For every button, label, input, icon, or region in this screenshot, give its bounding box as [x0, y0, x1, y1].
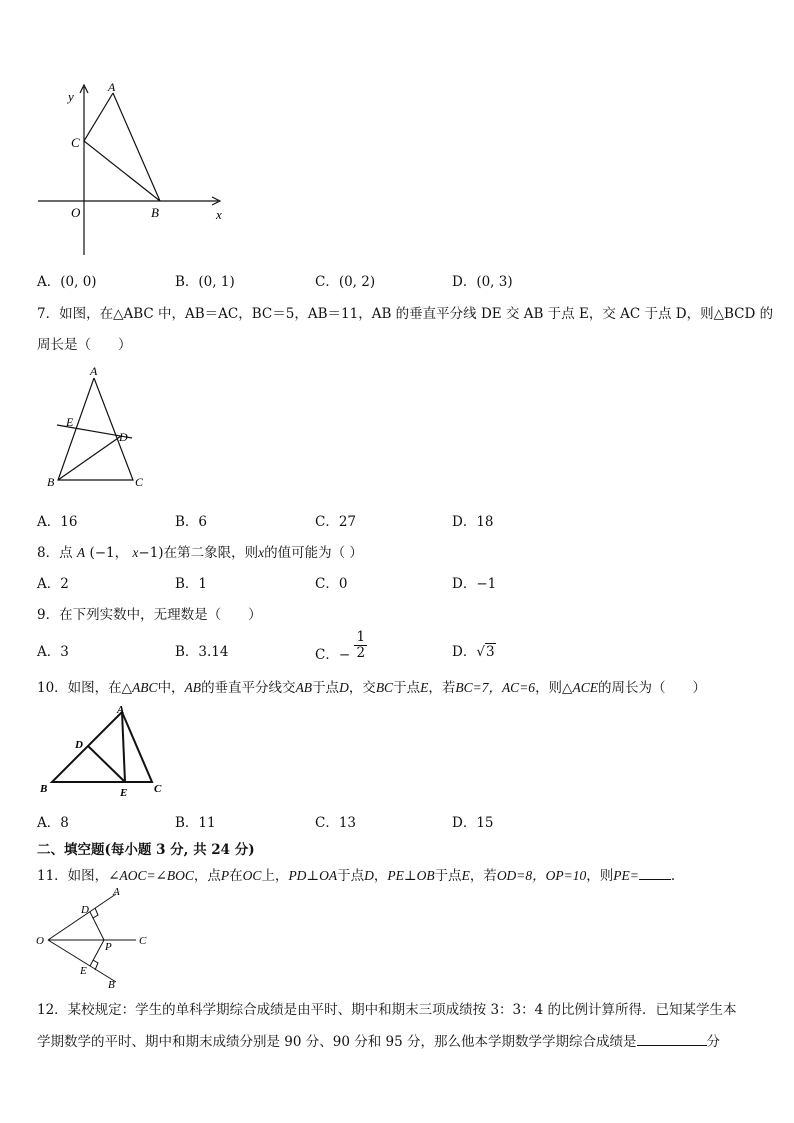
q11-p3: 在 [229, 868, 243, 884]
q9-option-d[interactable] [452, 640, 496, 660]
q9-option-b[interactable]: B．3.14 [175, 644, 229, 660]
q11-end: . [670, 868, 676, 884]
q11-cond1: ∠AOC=∠BOC [108, 868, 194, 883]
q9-option-a[interactable]: A．3 [37, 644, 69, 660]
q8-coord-end: −1)在第二象限，则 [138, 545, 259, 561]
q12-text-line1: 12．某校规定：学生的单科学期综合成绩是由平时、期中和期末三项成绩按 3：3：4 的比例计算所得．已知某学生本 [37, 1002, 737, 1018]
q11-p4: 上， [261, 868, 289, 884]
q11-cond2: OD=8，OP=10 [496, 868, 587, 883]
q8-option-b[interactable]: B．1 [175, 576, 208, 592]
q10-cond: BC=7，AC=6 [455, 680, 536, 695]
q11-text [37, 864, 675, 884]
q11-oc: OC [242, 868, 262, 883]
label-p: P [105, 941, 112, 953]
q11-e: E [461, 868, 470, 883]
label-y: y [68, 89, 74, 104]
q9-option-c-label: C． [315, 647, 339, 663]
figure-q10-triangle [36, 702, 176, 798]
segment-bd [58, 436, 121, 480]
q11-p1: 11．如图， [37, 868, 109, 884]
q12-line2: 学期数学的平时、期中和期末成绩分别是 90 分、90 分和 95 分，那么他本学期数学学期综合成绩是 [37, 1034, 637, 1050]
q10-p8: ，则△ [535, 680, 573, 696]
q12-text-line2 [37, 1030, 720, 1050]
q10-p3: 的垂直平分线交 [201, 680, 296, 696]
q8-var: x [258, 545, 265, 560]
q8-option-a[interactable]: A．2 [37, 576, 69, 592]
label-c: C [135, 475, 144, 489]
q9-option-c[interactable] [315, 630, 367, 661]
label-o: O [71, 205, 81, 220]
triangle-abc [52, 712, 152, 782]
segment-de [88, 746, 125, 782]
q10-p7: ，若 [428, 680, 456, 696]
q10-option-d[interactable]: D．15 [452, 815, 494, 831]
label-b: B [151, 205, 159, 220]
q10-p2: 中， [157, 680, 185, 696]
q8-option-d[interactable]: D．−1 [452, 576, 497, 592]
label-c: C [139, 935, 147, 947]
q11-p8: ，若 [469, 868, 497, 884]
q10-p4: 于点 [312, 680, 340, 696]
label-e: E [120, 787, 128, 798]
q8-point: A [76, 545, 86, 560]
label-a: A [108, 80, 116, 94]
q7-option-d[interactable]: D．18 [452, 514, 494, 530]
q6-option-c[interactable]: C．(0, 2) [315, 274, 376, 290]
label-c: C [154, 783, 162, 795]
label-d: D [75, 739, 83, 751]
q10-d: D [339, 680, 349, 695]
q10-e: E [420, 680, 429, 695]
label-a: A [113, 886, 120, 898]
q10-p5: ，交 [348, 680, 376, 696]
sqrt-radicand: 3 [485, 644, 495, 660]
label-b: B [47, 475, 55, 489]
q11-answer-blank[interactable] [639, 867, 671, 880]
triangle-abc [84, 93, 160, 201]
q10-abc: ABC [132, 680, 158, 695]
label-a: A [117, 704, 125, 716]
label-e: E [80, 965, 87, 977]
q11-pe2: PE= [613, 868, 639, 883]
q11-d: D [364, 868, 374, 883]
label-a: A [90, 364, 98, 378]
label-d: D [81, 904, 89, 916]
q11-p2: ，点 [193, 868, 221, 884]
label-x: x [216, 207, 222, 222]
q10-bc: BC [375, 680, 394, 695]
q10-ace: ACE [572, 680, 598, 695]
q9-option-d-label: D． [452, 644, 477, 660]
fraction [354, 630, 367, 661]
q10-ab2: AB [295, 680, 313, 695]
q10-option-b[interactable]: B．11 [175, 815, 216, 831]
q10-text [37, 676, 706, 696]
q6-option-b[interactable]: B．(0, 1) [175, 274, 235, 290]
q7-option-b[interactable]: B．6 [175, 514, 208, 530]
label-d: D [119, 430, 128, 444]
q11-pe: PE⊥OB [387, 868, 435, 883]
segment-pd [90, 912, 104, 940]
figure-q11-angle [32, 884, 162, 992]
q8-suffix: 的值可能为（ ） [264, 545, 363, 561]
q11-p: P [220, 868, 230, 883]
label-e: E [66, 415, 74, 429]
q6-option-d[interactable]: D．(0, 3) [452, 274, 513, 290]
q7-option-a[interactable]: A．16 [37, 514, 78, 530]
q12-unit: 分 [706, 1034, 720, 1050]
q10-p9: 的周长为（ ） [597, 680, 706, 696]
q10-option-a[interactable]: A．8 [37, 815, 69, 831]
ray-oa [48, 894, 116, 940]
label-b: B [108, 979, 115, 991]
q10-option-c[interactable]: C．13 [315, 815, 357, 831]
q11-p5: 于点 [337, 868, 365, 884]
q10-ab: AB [184, 680, 202, 695]
q8-prefix: 8．点 [37, 545, 73, 561]
q9-text: 9．在下列实数中，无理数是（ ） [37, 607, 262, 623]
sqrt-sign: √ [476, 644, 485, 660]
label-o: O [36, 935, 44, 947]
q11-pd: PD⊥OA [288, 868, 338, 883]
label-b: B [40, 783, 48, 795]
q8-coord: (−1， [89, 545, 129, 561]
q12-answer-blank[interactable] [637, 1033, 707, 1046]
figure-q7-triangle [40, 362, 160, 492]
q11-p6: ， [373, 868, 388, 884]
section-title-fill-in: 二、填空题(每小题 3 分, 共 24 分) [37, 842, 255, 858]
q8-expr: x [132, 545, 139, 560]
q11-p7: 于点 [434, 868, 462, 884]
label-c: C [71, 135, 80, 150]
q11-p9: ，则 [586, 868, 614, 884]
q7-text-line2: 周长是（ ） [37, 337, 132, 353]
triangle-abc [58, 378, 133, 480]
q7-option-c[interactable]: C．27 [315, 514, 357, 530]
q10-p6: 于点 [393, 680, 421, 696]
figure-q6-coordinate [30, 75, 240, 260]
q7-text-line1: 7．如图，在△ABC 中，AB＝AC，BC＝5，AB＝11，AB 的垂直平分线 DE 交 AB 于点 E，交 AC 于点 D，则△BCD 的 [37, 306, 774, 322]
segment-ae [122, 712, 125, 782]
q8-text [37, 541, 363, 561]
minus-sign: − [338, 647, 351, 663]
fraction-numerator: 1 [356, 629, 366, 645]
q6-option-a[interactable]: A．(0, 0) [37, 274, 97, 290]
q10-p1: 10．如图，在△ [37, 680, 133, 696]
fraction-denominator: 2 [356, 645, 366, 661]
q8-option-c[interactable]: C．0 [315, 576, 348, 592]
